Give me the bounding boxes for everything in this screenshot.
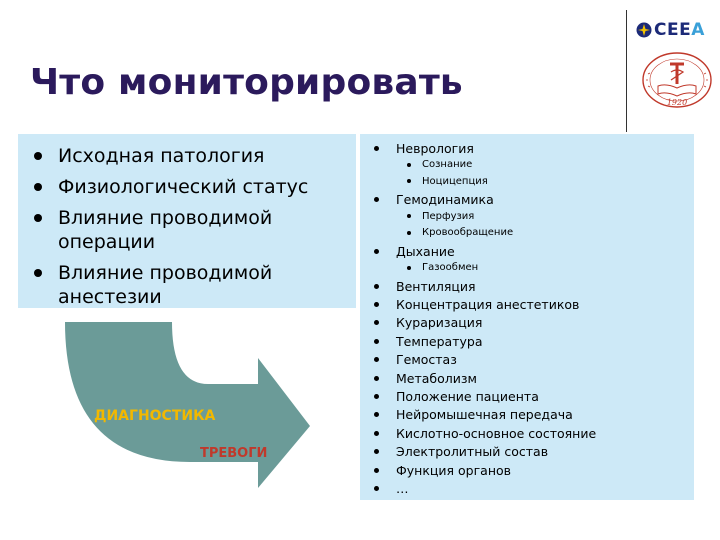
diagnostics-label: ДИАГНОСТИКА [94, 408, 216, 424]
parameter-item [370, 192, 688, 207]
parameter-subitem [370, 227, 688, 240]
parameter-item [370, 463, 688, 478]
bullet-icon [34, 269, 42, 277]
slide-title: Что мониторировать [30, 62, 463, 103]
ceea-logo-accent: A [691, 20, 705, 40]
bullet-icon [407, 266, 411, 270]
bullet-icon [374, 320, 379, 325]
bullet-icon [374, 449, 379, 454]
bullet-icon [374, 284, 379, 289]
monitoring-goals-panel [18, 134, 356, 308]
bullet-icon [34, 214, 42, 222]
parameter-item-text: Электролитный состав [396, 444, 549, 460]
parameter-item-text: Гемодинамика [396, 192, 494, 208]
parameter-item [370, 371, 688, 386]
bullet-icon [374, 468, 379, 473]
parameter-item [370, 297, 688, 312]
parameter-item [370, 315, 688, 330]
parameter-item-text: Кровообращение [422, 227, 514, 239]
goal-list-item [32, 144, 348, 168]
bullet-icon [374, 339, 379, 344]
seal-year: 1920 [666, 98, 688, 107]
bullet-icon [407, 179, 411, 183]
parameter-item [370, 352, 688, 367]
ceea-logo [636, 20, 714, 42]
parameter-item-text: Метаболизм [396, 370, 477, 386]
parameter-item-text: Гемостаз [396, 352, 457, 368]
parameter-item [370, 444, 688, 459]
parameter-item-text: Концентрация анестетиков [396, 297, 580, 313]
parameter-item [370, 407, 688, 422]
goal-list-item [32, 206, 348, 254]
parameter-item [370, 279, 688, 294]
parameter-subitem [370, 211, 688, 224]
parameter-item-text: Газообмен [422, 262, 479, 274]
parameter-item [370, 334, 688, 349]
parameter-item [370, 141, 688, 156]
ceea-emblem-icon [636, 22, 652, 38]
bullet-icon [374, 302, 379, 307]
bullet-icon [34, 183, 42, 191]
parameter-subitem [370, 262, 688, 275]
parameter-item-text: Неврология [396, 141, 474, 156]
monitoring-parameters-list [360, 134, 694, 496]
bullet-icon [374, 197, 379, 202]
parameter-item [370, 389, 688, 404]
parameter-item-text: Температура [396, 333, 483, 349]
goal-list-item-text: Влияние проводимой анестезии [58, 262, 273, 308]
parameter-item [370, 244, 688, 259]
alarms-label: ТРЕВОГИ [200, 446, 268, 461]
bullet-icon [374, 357, 379, 362]
goal-list-item-text: Влияние проводимой операции [58, 207, 273, 253]
parameter-subitem [370, 159, 688, 172]
parameter-item-text: … [396, 480, 409, 496]
parameter-item [370, 481, 688, 496]
parameter-item-text: Положение пациента [396, 389, 539, 405]
society-seal-icon [640, 50, 714, 110]
bullet-icon [374, 249, 379, 254]
goal-list-item [32, 261, 348, 309]
parameter-item-text: Функция органов [396, 462, 512, 478]
parameter-item-text: Вентиляция [396, 278, 476, 294]
parameter-item-text: Ноцицепция [422, 175, 488, 187]
parameter-item-text: Нейромышечная передача [396, 407, 573, 423]
goal-list-item-text: Исходная патология [58, 145, 265, 167]
bullet-icon [374, 376, 379, 381]
parameter-item [370, 426, 688, 441]
ceea-logo-text: CEE [654, 20, 692, 40]
bullet-icon [407, 214, 411, 218]
bullet-icon [407, 231, 411, 235]
bullet-icon [374, 431, 379, 436]
parameter-item-text: Перфузия [422, 210, 475, 222]
goal-list-item-text: Физиологический статус [58, 176, 309, 198]
monitoring-goals-list [18, 134, 356, 309]
bullet-icon [374, 146, 379, 151]
monitoring-parameters-panel [360, 134, 694, 500]
goal-list-item [32, 175, 348, 199]
parameter-item-text: Дыхание [396, 243, 455, 259]
parameter-item-text: Кислотно-основное состояние [396, 425, 597, 441]
divider-line [626, 10, 627, 132]
bullet-icon [374, 394, 379, 399]
parameter-item-text: Кураризация [396, 315, 483, 331]
curved-arrow-shape [60, 318, 310, 488]
parameter-subitem [370, 176, 688, 189]
bullet-icon [34, 152, 42, 160]
bullet-icon [374, 486, 379, 491]
parameter-item-text: Сознание [422, 159, 473, 171]
bullet-icon [374, 412, 379, 417]
bullet-icon [407, 163, 411, 167]
